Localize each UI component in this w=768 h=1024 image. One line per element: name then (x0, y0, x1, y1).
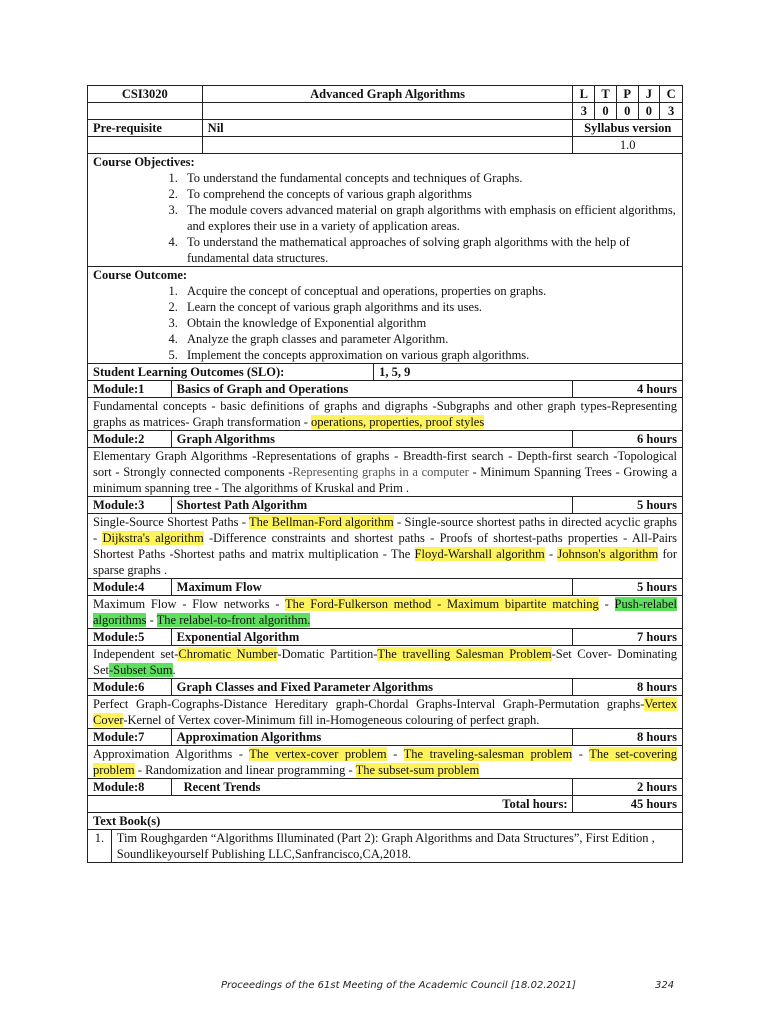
module-name: Graph Algorithms (171, 431, 573, 448)
ltp-label-c: C (660, 86, 683, 103)
objectives-list (93, 170, 677, 266)
list-item: 4. Analyze the graph classes and parameter Algorithm. (181, 331, 677, 347)
content-text: -Difference constraints and shortest paths - Proofs of shortest-paths properties - All-Pairs Shortest Paths -Shortest paths and matrix multiplication - The (93, 531, 677, 561)
module-name: Graph Classes and Fixed Parameter Algorithms (171, 679, 573, 696)
module-name: Recent Trends (171, 779, 573, 796)
textbook-entry: Tim Roughgarden “Algorithms Illuminated (Part 2): Graph Algorithms and Data Structures”, First Edition , Soundlikeyourself Publishing LLC,Sanfrancisco,CA,2018. (111, 830, 682, 863)
outcomes-heading: Course Outcome: (93, 268, 188, 282)
content-text: Independent set- (93, 647, 179, 661)
highlighted-text: Johnson's algorithm (557, 547, 659, 561)
content-text: - Randomization and linear programming - (134, 763, 356, 777)
highlighted-text: The traveling-salesman problem (403, 747, 573, 761)
total-hours-value: 45 hours (573, 796, 683, 813)
ltp-label-l: L (573, 86, 595, 103)
course-outcomes (88, 267, 683, 364)
list-item: 2. Learn the concept of various graph algorithms and its uses. (181, 299, 677, 315)
blank-cell (88, 137, 203, 154)
module-header-row (88, 629, 683, 646)
course-objectives (88, 154, 683, 267)
module-header-row (88, 679, 683, 696)
highlighted-text: Maximum bipartite matching (447, 597, 599, 611)
module-hours: 5 hours (573, 497, 683, 514)
module-header-row (88, 431, 683, 448)
module-label: Module:3 (88, 497, 172, 514)
list-item: 3. Obtain the knowledge of Exponential algorithm (181, 315, 677, 331)
module-content (88, 398, 683, 431)
list-item: 1. To understand the fundamental concepts and techniques of Graphs. (181, 170, 677, 186)
highlighted-text: The relabel-to-front algorithm. (156, 613, 311, 627)
syllabus-table (87, 85, 683, 863)
highlighted-text: Floyd-Warshall algorithm (414, 547, 545, 561)
modules-section (88, 381, 683, 779)
prereq-value: Nil (202, 120, 573, 137)
module-hours: 8 hours (573, 679, 683, 696)
module-content-row (88, 746, 683, 779)
module-name: Exponential Algorithm (171, 629, 573, 646)
module-content-row (88, 646, 683, 679)
module-header-row (88, 579, 683, 596)
module-label: Module:6 (88, 679, 172, 696)
module-hours: 7 hours (573, 629, 683, 646)
syllabus-version-value: 1.0 (573, 137, 683, 154)
module-name: Approximation Algorithms (171, 729, 573, 746)
module-label: Module:2 (88, 431, 172, 448)
content-text: Fundamental concepts - basic definitions of graphs and digraphs -Subgraphs and other graph types-Representing graphs as matrices- Graph transformation - (93, 399, 677, 429)
content-text: Single-Source Shortest Paths - (93, 515, 249, 529)
outcomes-list (93, 283, 677, 363)
ltp-value-j: 0 (638, 103, 660, 120)
module-label: Module:1 (88, 381, 172, 398)
module-content-row (88, 596, 683, 629)
highlighted-text: -Subset Sum (108, 663, 173, 677)
list-item: 5. Implement the concepts approximation on various graph algorithms. (181, 347, 677, 363)
slo-label: Student Learning Outcomes (SLO): (88, 364, 374, 381)
content-text: Perfect Graph-Cographs-Distance Hereditary graph-Chordal Graphs-Interval Graph-Permutation graphs- (93, 697, 645, 711)
content-text: for sparse graphs . (93, 547, 678, 577)
content-text: -Domatic Partition- (277, 647, 378, 661)
module-header-row (88, 729, 683, 746)
ltp-value-c: 3 (660, 103, 683, 120)
module-content (88, 646, 683, 679)
module-hours: 2 hours (573, 779, 683, 796)
blank-cell (202, 103, 573, 120)
blank-cell (88, 103, 203, 120)
module-hours: 4 hours (573, 381, 683, 398)
footer-text: Proceedings of the 61st Meeting of the Academic Council [18.02.2021] (221, 980, 576, 991)
highlighted-text: Chromatic Number (178, 647, 278, 661)
module-label: Module:4 (88, 579, 172, 596)
list-item: 3. The module covers advanced material on graph algorithms with emphasis on efficient algorithms, and explores their use in a variety of application areas. (181, 202, 677, 234)
blank-cell (202, 137, 573, 154)
ltp-value-t: 0 (595, 103, 617, 120)
module-content (88, 448, 683, 497)
course-title: Advanced Graph Algorithms (202, 86, 573, 103)
module-content-row (88, 514, 683, 579)
list-item: 4. To understand the mathematical approaches of solving graph algorithms with the help of fundamental data structures. (181, 234, 677, 266)
module-header-row (88, 381, 683, 398)
list-item: 1. Acquire the concept of conceptual and operations, properties on graphs. (181, 283, 677, 299)
module-name: Shortest Path Algorithm (171, 497, 573, 514)
module-content (88, 696, 683, 729)
module-content (88, 746, 683, 779)
module-hours: 6 hours (573, 431, 683, 448)
content-text: - (386, 747, 404, 761)
module-content-row (88, 448, 683, 497)
content-text: - (544, 547, 558, 561)
module-hours: 5 hours (573, 579, 683, 596)
module-header-row (88, 497, 683, 514)
content-text: - (598, 597, 615, 611)
highlighted-text: Vertex Cover (93, 697, 677, 727)
content-text: - (572, 747, 590, 761)
module-content (88, 514, 683, 579)
content-text: -Set Cover- Dominating Set (93, 647, 678, 677)
module-label: Module:7 (88, 729, 172, 746)
content-text: -Kernel of Vertex cover-Minimum fill in-Homogeneous colouring of perfect graph. (123, 713, 540, 727)
highlighted-text: operations, properties, proof styles (310, 415, 485, 429)
content-text: - Single-source shortest paths in directed acyclic graphs - (93, 515, 677, 545)
ltp-label-t: T (595, 86, 617, 103)
syllabus-version-label: Syllabus version (573, 120, 683, 137)
module-hours: 8 hours (573, 729, 683, 746)
module-name: Maximum Flow (171, 579, 573, 596)
prereq-label: Pre-requisite (88, 120, 203, 137)
module-label: Module:5 (88, 629, 172, 646)
module-name: Basics of Graph and Operations (171, 381, 573, 398)
course-code: CSI3020 (88, 86, 203, 103)
ltp-label-p: P (616, 86, 638, 103)
content-text: Approximation Algorithms - (93, 747, 250, 761)
module-content-row (88, 398, 683, 431)
ltp-value-l: 3 (573, 103, 595, 120)
textbook-number: 1. (88, 830, 112, 863)
total-hours-label: Total hours: (88, 796, 573, 813)
highlighted-text: The Bellman-Ford algorithm (249, 515, 394, 529)
objectives-heading: Course Objectives: (93, 155, 195, 169)
module-content-row (88, 696, 683, 729)
content-text: - (146, 613, 157, 627)
content-text: Representing graphs in a computer (292, 465, 469, 479)
content-text: Elementary Graph Algorithms -Representations of graphs - Breadth-first search - Depth-first search -Topological sort - Strongly connected components - (93, 449, 677, 479)
list-item: 2. To comprehend the concepts of various graph algorithms (181, 186, 677, 202)
highlighted-text: The Ford-Fulkerson method - (285, 597, 447, 611)
highlighted-text: The subset-sum problem (355, 763, 480, 777)
highlighted-text: The travelling Salesman Problem (377, 647, 552, 661)
ltp-value-p: 0 (616, 103, 638, 120)
highlighted-text: Dijkstra's algorithm (102, 531, 204, 545)
module-content (88, 596, 683, 629)
page-number: 324 (655, 980, 675, 991)
content-text: . (172, 663, 176, 677)
highlighted-text: The vertex-cover problem (249, 747, 387, 761)
ltp-label-j: J (638, 86, 660, 103)
slo-value: 1, 5, 9 (374, 364, 683, 381)
highlighted-text: The set-covering problem (93, 747, 678, 777)
content-text: Maximum Flow - Flow networks - (93, 597, 286, 611)
module-label: Module:8 (88, 779, 172, 796)
textbooks-heading: Text Book(s) (88, 813, 683, 830)
highlighted-text: Push-relabel algorithms (93, 597, 677, 627)
content-text: - Minimum Spanning Trees - Growing a minimum spanning tree - The algorithms of Kruskal and Prim . (93, 465, 677, 495)
